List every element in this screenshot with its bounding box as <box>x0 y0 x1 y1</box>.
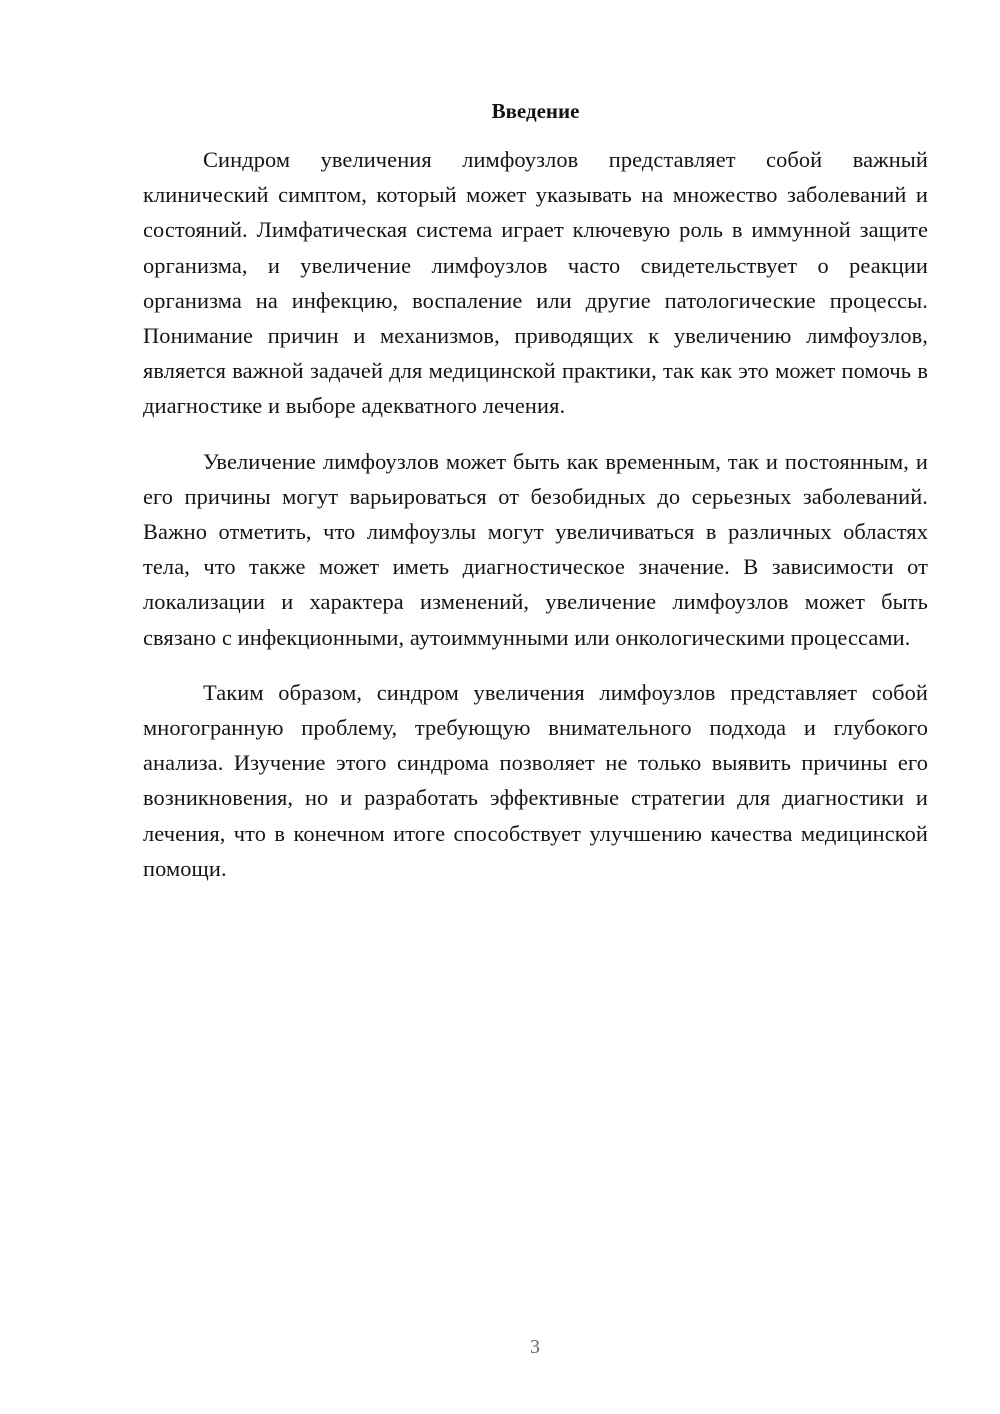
section-heading: Введение <box>491 99 580 123</box>
paragraph-1: Синдром увеличения лимфоузлов представляет собой важный клинический симптом, который может указывать на множество заболеваний и состояний. Лимфатическая система играет ключевую роль в иммунной защите организма, и увеличение лимфоузлов часто свидетельствует о реакции организма на инфекцию, воспаление или другие патологические процессы. Понимание причин и механизмов, приводящих к увеличению лимфоузлов, является важной задачей для медицинской практики, так как это может помочь в диагностике и выборе адекватного лечения. <box>143 147 928 419</box>
page-number: 3 <box>530 1336 540 1358</box>
body-text <box>143 142 928 906</box>
paragraph-2: Увеличение лимфоузлов может быть как временным, так и постоянным, и его причины могут варьироваться от безобидных до серьезных заболеваний. Важно отметить, что лимфоузлы могут увеличиваться в различных областях тела, что также может иметь диагностическое значение. В зависимости от локализации и характера изменений, увеличение лимфоузлов может быть связано с инфекционными, аутоиммунными или онкологическими процессами. <box>143 448 928 650</box>
paragraph-3: Таким образом, синдром увеличения лимфоузлов представляет собой многогранную проблему, требующую внимательного подхода и глубокого анализа. Изучение этого синдрома позволяет не только выявить причины его возникновения, но и разработать эффективные стратегии для диагностики и лечения, что в конечном итоге способствует улучшению качества медицинской помощи. <box>143 679 928 881</box>
